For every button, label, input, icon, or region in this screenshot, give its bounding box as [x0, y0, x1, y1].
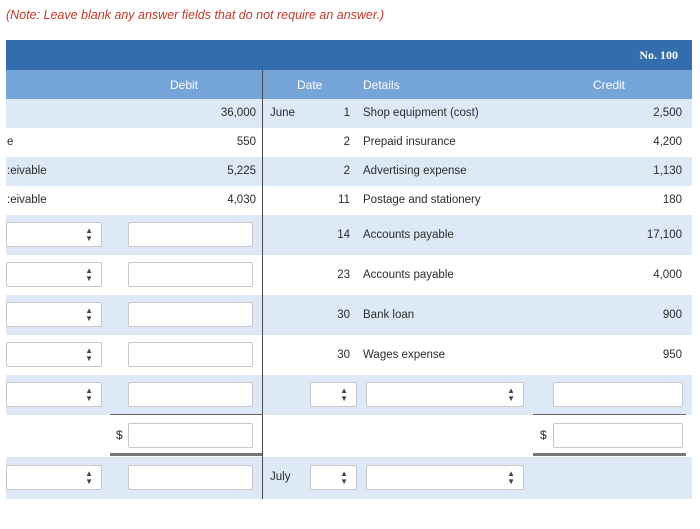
credit-day: 23 [337, 269, 350, 281]
credit-double-rule [533, 453, 686, 456]
credit-month: June [270, 107, 295, 119]
chevron-updown-icon: ▲ ▼ [340, 468, 348, 486]
credit-total-rule [533, 414, 686, 415]
credit-day: 14 [337, 229, 350, 241]
instruction-note: (Note: Leave blank any answer fields that do not require an answer.) [6, 8, 385, 22]
credit-detail: Advertising expense [363, 165, 467, 177]
credit-detail: Shop equipment (cost) [363, 107, 479, 119]
chevron-updown-icon: ▲ ▼ [507, 385, 515, 403]
currency-symbol: $ [116, 428, 123, 442]
credit-day: 11 [338, 194, 350, 206]
debit-amount-input[interactable] [128, 302, 253, 327]
credit-detail: Accounts payable [363, 269, 454, 281]
chevron-updown-icon: ▲ ▼ [85, 305, 93, 323]
credit-amount: 4,200 [653, 136, 682, 148]
credit-amount: 4,000 [653, 269, 682, 281]
balance-month: July [270, 471, 291, 483]
debit-amount: 4,030 [227, 194, 256, 206]
credit-day: 30 [337, 309, 350, 321]
debit-amount-input[interactable] [128, 382, 253, 407]
credit-day: 1 [343, 107, 350, 119]
credit-amount-input[interactable] [553, 382, 683, 407]
debit-amount-input[interactable] [128, 222, 253, 247]
center-divider [262, 70, 263, 499]
credit-detail: Accounts payable [363, 229, 454, 241]
details-header: Details [363, 78, 400, 92]
credit-day: 2 [343, 165, 350, 177]
chevron-updown-icon: ▲ ▼ [85, 345, 93, 363]
debit-total-input[interactable] [128, 423, 253, 448]
debit-header: Debit [170, 78, 199, 92]
debit-account-select[interactable] [6, 382, 102, 407]
ledger-header-bar [6, 70, 692, 99]
chevron-updown-icon: ▲ ▼ [507, 468, 515, 486]
credit-detail: Postage and stationery [363, 194, 481, 206]
debit-account-name: :eivable [7, 165, 47, 177]
chevron-updown-icon: ▲ ▼ [85, 225, 93, 243]
debit-amount: 5,225 [227, 165, 256, 177]
debit-account-select[interactable] [6, 222, 102, 247]
debit-double-rule [110, 453, 262, 456]
balance-account-select[interactable] [366, 465, 524, 490]
debit-balance-input[interactable] [128, 465, 253, 490]
date-header: Date [297, 78, 323, 92]
credit-amount: 17,100 [646, 229, 682, 241]
credit-total-input[interactable] [553, 423, 683, 448]
debit-account-select[interactable] [6, 262, 102, 287]
chevron-updown-icon: ▲ ▼ [85, 265, 93, 283]
debit-account-name: e [7, 136, 14, 148]
account-number: No. 100 [639, 48, 678, 62]
currency-symbol: $ [540, 428, 547, 442]
credit-account-select[interactable] [366, 382, 524, 407]
credit-header: Credit [593, 78, 626, 92]
debit-amount-input[interactable] [128, 262, 253, 287]
debit-account-name: :eivable [7, 194, 47, 206]
credit-amount: 180 [662, 194, 682, 206]
chevron-updown-icon: ▲ ▼ [85, 468, 93, 486]
debit-balance-select[interactable] [6, 465, 102, 490]
credit-detail: Bank loan [363, 309, 415, 321]
chevron-updown-icon: ▲ ▼ [85, 385, 93, 403]
debit-account-select[interactable] [6, 342, 102, 367]
credit-day: 2 [343, 136, 350, 148]
debit-amount: 550 [236, 136, 256, 148]
credit-amount: 2,500 [653, 107, 682, 119]
balance-day-select[interactable] [310, 465, 357, 490]
chevron-updown-icon: ▲ ▼ [340, 385, 348, 403]
credit-detail: Wages expense [363, 349, 446, 361]
credit-day: 30 [337, 349, 350, 361]
debit-amount-input[interactable] [128, 342, 253, 367]
debit-account-select[interactable] [6, 302, 102, 327]
debit-total-rule [110, 414, 262, 415]
credit-day-select[interactable] [310, 382, 357, 407]
credit-amount: 900 [662, 309, 682, 321]
ledger-title-bar [6, 40, 692, 70]
credit-amount: 950 [662, 349, 682, 361]
credit-detail: Prepaid insurance [363, 136, 456, 148]
credit-amount: 1,130 [653, 165, 682, 177]
debit-amount: 36,000 [220, 107, 256, 119]
